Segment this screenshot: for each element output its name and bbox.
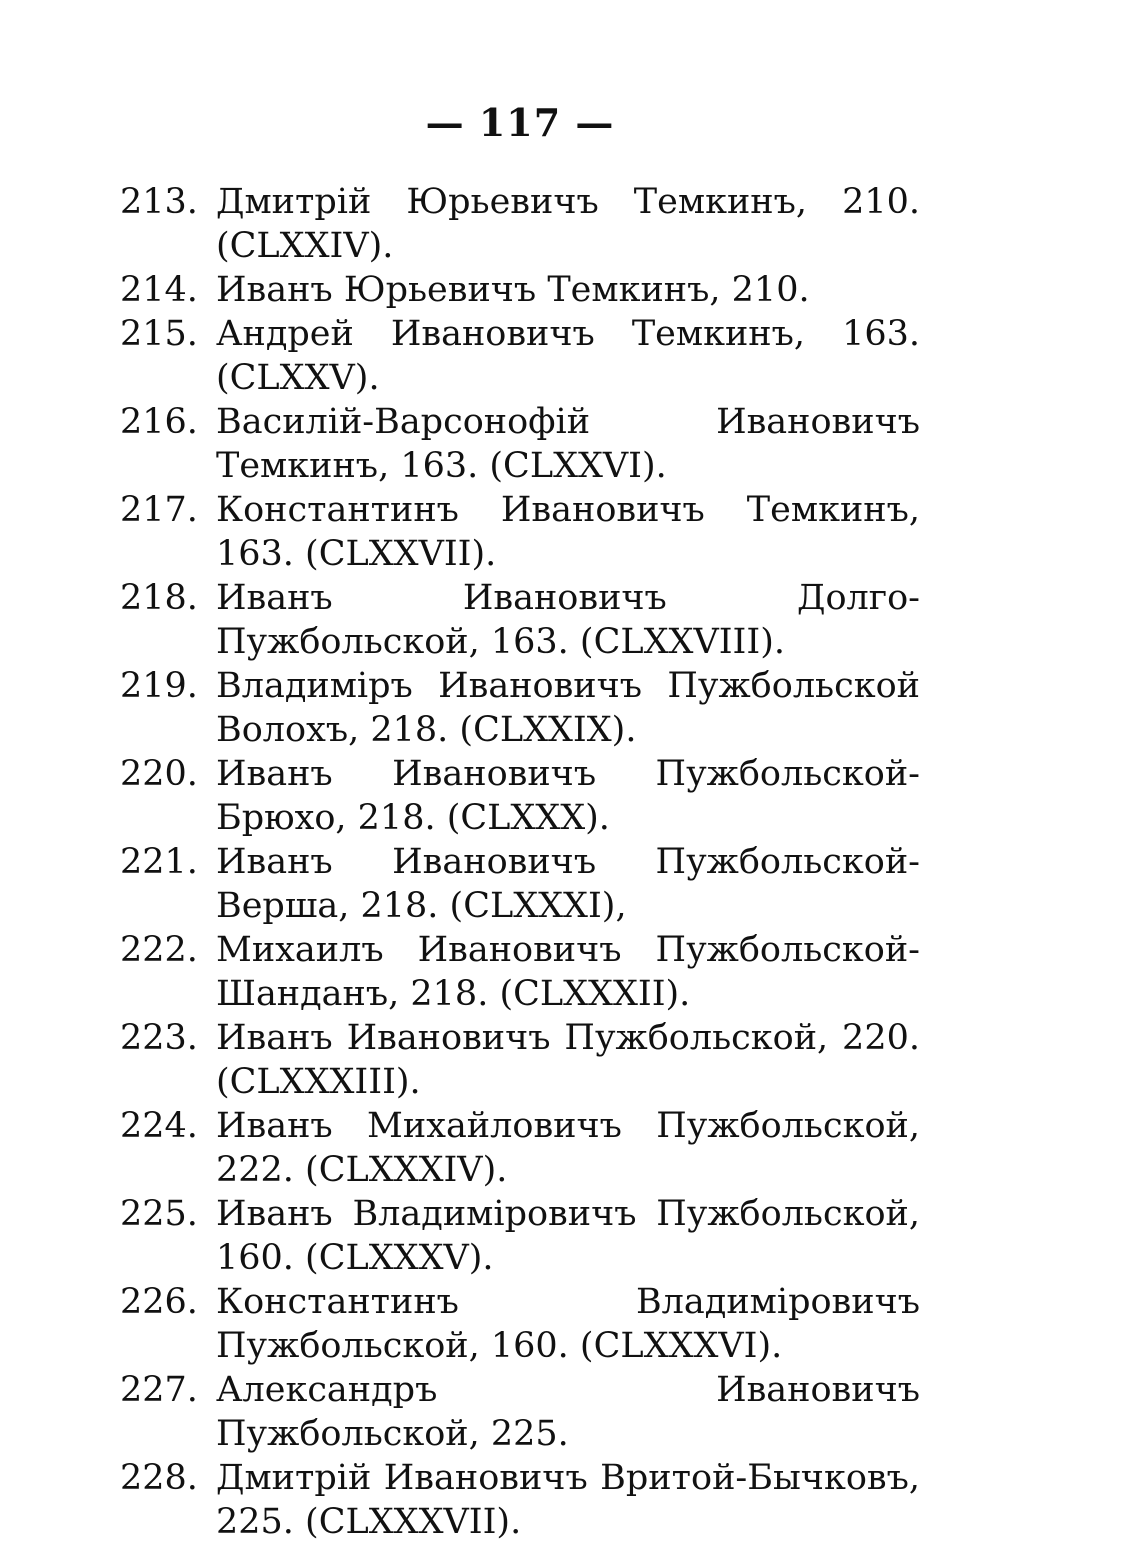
list-item bbox=[120, 1280, 920, 1368]
entry-text: Иванъ Ивановичъ Пужбольской-Брюхо, 218. (CLXXX). bbox=[216, 754, 920, 838]
entry-text: Иванъ Ивановичъ Пужбольской, 220. (CLXXXIII). bbox=[216, 1018, 920, 1102]
entry-text: Александръ Ивановичъ Пужбольской, 225. bbox=[216, 1370, 920, 1454]
entry-number: 228. bbox=[120, 1458, 198, 1498]
list-item bbox=[120, 180, 920, 268]
entry-text: Константинъ Владиміровичъ Пужбольской, 160. (CLXXXVI). bbox=[216, 1282, 920, 1366]
entry-number: 225. bbox=[120, 1194, 198, 1234]
list-item bbox=[120, 1104, 920, 1192]
entry-number: 227. bbox=[120, 1370, 198, 1410]
page-number: — 117 — bbox=[425, 100, 615, 145]
entry-number: 219. bbox=[120, 666, 198, 706]
entry-text: Иванъ Владиміровичъ Пужбольской, 160. (CLXXXV). bbox=[216, 1194, 920, 1278]
entry-number: 220. bbox=[120, 754, 198, 794]
entry-number: 226. bbox=[120, 1282, 198, 1322]
entry-text: Владиміръ Ивановичъ Пужбольской Волохъ, 218. (CLXXIX). bbox=[216, 666, 920, 750]
list-item bbox=[120, 1368, 920, 1456]
list-item bbox=[120, 840, 920, 928]
list-item bbox=[120, 576, 920, 664]
entry-text: Василій-Варсонофій Ивановичъ Темкинъ, 163. (CLXXVI). bbox=[216, 402, 920, 486]
entry-text: Дмитрій Юрьевичъ Темкинъ, 210. (CLXXIV). bbox=[216, 182, 920, 266]
list-item bbox=[120, 928, 920, 1016]
entry-number: 224. bbox=[120, 1106, 198, 1146]
list-item bbox=[120, 752, 920, 840]
list-item bbox=[120, 1016, 920, 1104]
entry-number: 213. bbox=[120, 182, 198, 222]
list-item bbox=[120, 488, 920, 576]
list-item bbox=[120, 664, 920, 752]
entry-number: 216. bbox=[120, 402, 198, 442]
list-item bbox=[120, 1192, 920, 1280]
entry-text: Иванъ Юрьевичъ Темкинъ, 210. bbox=[216, 270, 810, 310]
entry-number: 221. bbox=[120, 842, 198, 882]
entry-text: Иванъ Ивановичъ Пужбольской-Верша, 218. (CLXXXI), bbox=[216, 842, 920, 926]
entry-text: Дмитрій Ивановичъ Вритой-Бычковъ, 225. (CLXXXVII). bbox=[216, 1458, 920, 1542]
entry-number: 222. bbox=[120, 930, 198, 970]
list-item bbox=[120, 268, 920, 312]
entry-text: Константинъ Ивановичъ Темкинъ, 163. (CLXXVII). bbox=[216, 490, 920, 574]
entry-text: Михаилъ Ивановичъ Пужбольской-Шанданъ, 218. (CLXXXII). bbox=[216, 930, 920, 1014]
entry-number: 223. bbox=[120, 1018, 198, 1058]
entry-text: Иванъ Михайловичъ Пужбольской, 222. (CLXXXIV). bbox=[216, 1106, 920, 1190]
entry-number: 214. bbox=[120, 270, 198, 310]
entry-text: Иванъ Ивановичъ Долго-Пужбольской, 163. (CLXXVIII). bbox=[216, 578, 920, 662]
entry-number: 217. bbox=[120, 490, 198, 530]
list-item bbox=[120, 312, 920, 400]
list-item bbox=[120, 1456, 920, 1544]
entry-number: 215. bbox=[120, 314, 198, 354]
entry-text: Андрей Ивановичъ Темкинъ, 163. (CLXXV). bbox=[216, 314, 920, 398]
entry-list bbox=[120, 180, 920, 1544]
list-item bbox=[120, 400, 920, 488]
entry-number: 218. bbox=[120, 578, 198, 618]
